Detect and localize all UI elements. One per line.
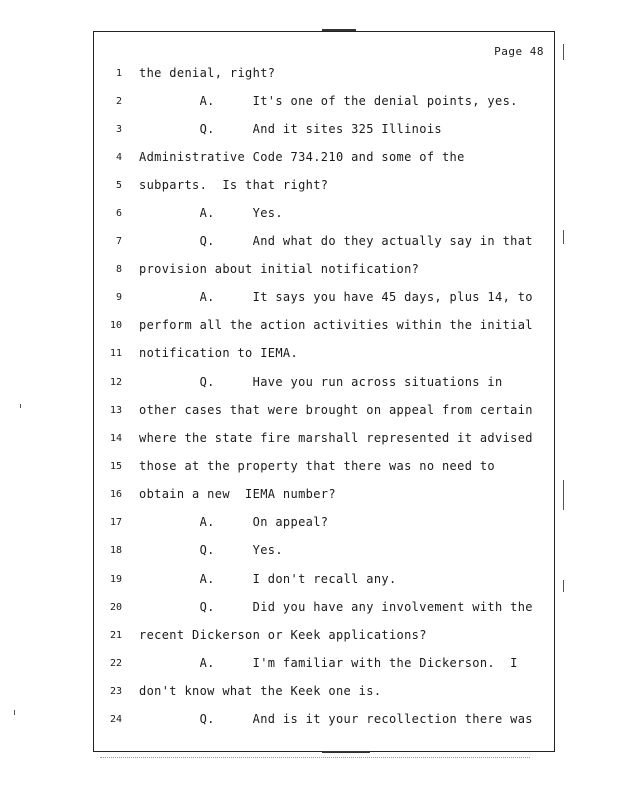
line-number: 6	[115, 208, 122, 219]
transcript-line	[94, 290, 556, 310]
line-number: 20	[109, 602, 122, 613]
line-text: recent Dickerson or Keek applications?	[139, 628, 427, 642]
line-number: 18	[109, 545, 122, 556]
transcript-line	[94, 628, 556, 648]
line-number: 4	[115, 152, 122, 163]
transcript-line	[94, 150, 556, 170]
transcript-line	[94, 403, 556, 423]
line-text: obtain a new IEMA number?	[139, 487, 336, 501]
line-text: provision about initial notification?	[139, 262, 420, 276]
line-number: 12	[109, 377, 122, 388]
line-text: Q. And what do they actually say in that	[139, 234, 533, 248]
line-number: 3	[115, 124, 122, 135]
line-text: subparts. Is that right?	[139, 178, 329, 192]
transcript-line	[94, 459, 556, 479]
transcript-line	[94, 66, 556, 86]
transcript-line	[94, 431, 556, 451]
line-text: A. It's one of the denial points, yes.	[139, 94, 518, 108]
line-text: other cases that were brought on appeal from certain	[139, 403, 533, 417]
line-text: perform all the action activities within the initial	[139, 318, 533, 332]
line-number: 14	[109, 433, 122, 444]
transcript-line	[94, 318, 556, 338]
line-text: where the state fire marshall represented it advised	[139, 431, 533, 445]
transcript-line	[94, 262, 556, 282]
transcript-line	[94, 122, 556, 142]
scan-margin-mark	[14, 710, 15, 715]
transcript-line	[94, 684, 556, 704]
transcript-line	[94, 346, 556, 366]
line-text: Q. And it sites 325 Illinois	[139, 122, 442, 136]
line-number: 17	[109, 517, 122, 528]
transcript-line	[94, 656, 556, 676]
line-text: Administrative Code 734.210 and some of the	[139, 150, 465, 164]
line-number: 21	[109, 630, 122, 641]
line-number: 15	[109, 461, 122, 472]
line-text: Q. Have you run across situations in	[139, 375, 503, 389]
line-number: 7	[115, 236, 122, 247]
transcript-line	[94, 234, 556, 254]
transcript-line	[94, 375, 556, 395]
line-number: 8	[115, 264, 122, 275]
transcript-line	[94, 543, 556, 563]
line-number: 22	[109, 658, 122, 669]
line-text: Q. Yes.	[139, 543, 283, 557]
line-text: Q. And is it your recollection there was	[139, 712, 533, 726]
transcript-line	[94, 712, 556, 732]
line-number: 10	[109, 320, 122, 331]
line-number: 11	[109, 348, 122, 359]
line-text: those at the property that there was no need to	[139, 459, 496, 473]
transcript-line	[94, 515, 556, 535]
transcript-line	[94, 487, 556, 507]
line-text: A. It says you have 45 days, plus 14, to	[139, 290, 533, 304]
line-text: A. Yes.	[139, 206, 283, 220]
line-text: A. I don't recall any.	[139, 572, 397, 586]
line-text: A. I'm familiar with the Dickerson. I	[139, 656, 518, 670]
page-number: Page 48	[494, 45, 544, 58]
transcript-line	[94, 206, 556, 226]
line-text: Q. Did you have any involvement with the	[139, 600, 533, 614]
line-number: 24	[109, 714, 122, 725]
line-number: 5	[115, 180, 122, 191]
scan-margin-mark	[563, 44, 564, 60]
line-number: 1	[115, 68, 122, 79]
line-text: the denial, right?	[139, 66, 276, 80]
line-number: 19	[109, 574, 122, 585]
line-text: notification to IEMA.	[139, 346, 299, 360]
transcript-page	[93, 31, 555, 752]
line-number: 13	[109, 405, 122, 416]
line-number: 16	[109, 489, 122, 500]
line-number: 2	[115, 96, 122, 107]
scan-margin-mark	[563, 230, 564, 244]
line-number: 9	[115, 292, 122, 303]
transcript-line	[94, 572, 556, 592]
scan-margin-mark	[563, 480, 564, 510]
scan-margin-mark	[563, 580, 564, 592]
line-text: A. On appeal?	[139, 515, 329, 529]
transcript-line	[94, 600, 556, 620]
scan-margin-mark	[20, 404, 21, 408]
scan-bottom-mark	[322, 751, 370, 753]
transcript-line	[94, 94, 556, 114]
line-number: 23	[109, 686, 122, 697]
scan-footer-noise	[100, 757, 530, 759]
transcript-line	[94, 178, 556, 198]
line-text: don't know what the Keek one is.	[139, 684, 382, 698]
